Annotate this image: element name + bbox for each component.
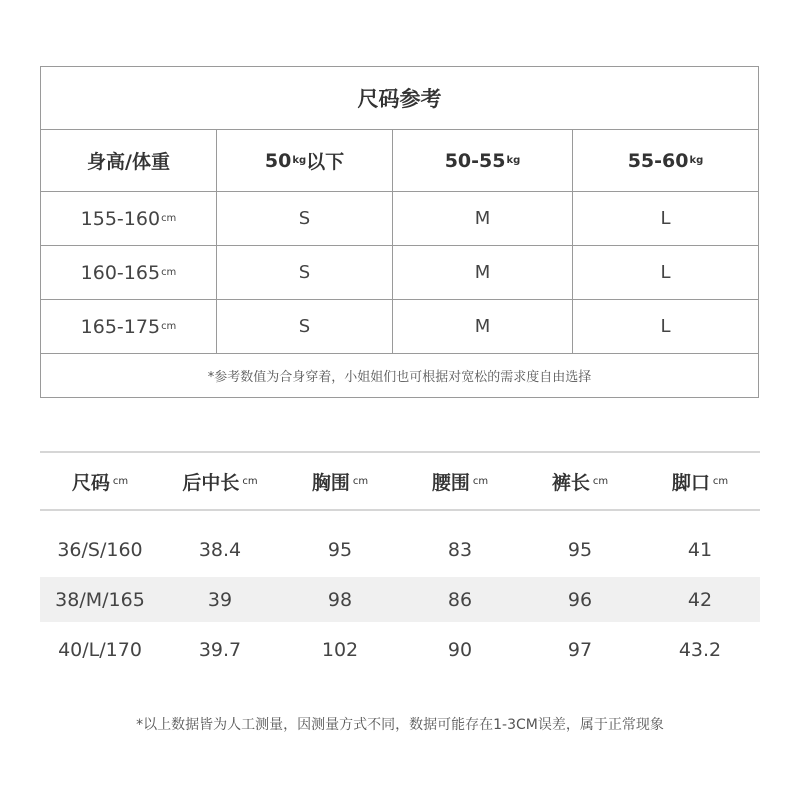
measurement-cell: 90 [447,638,473,661]
measurement-cell: 97 [567,638,593,661]
measurement-cell: 95 [327,538,353,561]
size-label-cell: 36/S/160 [57,538,143,561]
measurement-cell: 95 [567,538,593,561]
column-header-waist: 腰围 cm [431,471,489,494]
measurement-cell: 86 [447,588,473,611]
size-label-cell: 38/M/165 [55,588,145,611]
height-range-cell: 160-165 cm [41,246,217,299]
size-cell: M [393,300,573,353]
size-cell: S [217,246,393,299]
size-cell: L [660,316,671,337]
column-header-pants-length: 裤长 cm [551,471,609,494]
measurement-cell: 102 [321,638,359,661]
measurement-body [40,527,760,672]
measurement-cell: 38.4 [198,538,242,561]
measurement-cell: 39.7 [198,638,242,661]
size-cell: M [393,192,573,245]
size-label-cell: 40/L/170 [58,638,142,661]
measurement-cell: 41 [687,538,713,561]
table-row [40,527,760,572]
size-reference-table [40,66,759,398]
measurement-cell: 42 [687,588,713,611]
measurement-cell: 43.2 [678,638,722,661]
size-reference-row [41,192,758,246]
weight-column-header: 55-60 kg [627,149,704,172]
column-header-chest: 胸围 cm [311,471,369,494]
size-cell: M [393,246,573,299]
size-reference-row [41,246,758,300]
weight-column-header: 50-55 kg [393,130,573,191]
table-row [40,577,760,622]
height-range-cell: 165-175 cm [41,300,217,353]
size-reference-row [41,300,758,354]
measurement-cell: 83 [447,538,473,561]
column-header-leg-opening: 脚口 cm [671,471,729,494]
size-reference-header [41,130,758,192]
size-cell: L [660,262,671,283]
size-reference-note: *参考数值为合身穿着，小姐姐们也可根据对宽松的需求度自由选择 [207,370,592,385]
size-cell: L [660,208,671,229]
measurement-table [40,451,760,672]
column-header-size: 尺码 cm [71,471,129,494]
size-cell: S [217,300,393,353]
size-cell: S [217,192,393,245]
column-header-back-length: 后中长 cm [182,471,258,494]
measurement-cell: 39 [207,588,233,611]
measurement-header [40,451,760,511]
size-reference-title: 尺码参考 [41,67,758,130]
measurement-cell: 96 [567,588,593,611]
height-weight-header: 身高/体重 [41,130,217,191]
table-row [40,627,760,672]
height-range-cell: 155-160 cm [41,192,217,245]
weight-column-header: 50 kg 以下 [217,130,393,191]
measurement-note: *以上数据皆为人工测量，因测量方式不同，数据可能存在1-3CM误差，属于正常现象 [136,717,664,733]
measurement-cell: 98 [327,588,353,611]
